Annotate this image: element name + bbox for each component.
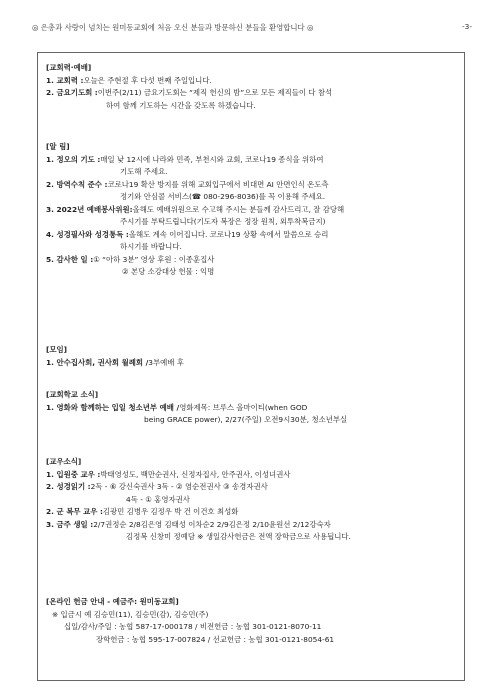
page-header [32,22,472,33]
meetings-section [46,344,184,369]
members-section [46,456,351,544]
list-item: 2. 성경읽기 : 2독 - ⑥ 강신숙권사 3독 - ② 염순전권사 ③ 송경자권사 [46,482,268,491]
school-title: [교회학교 소식] [46,390,99,399]
calendar-section [46,62,332,112]
calendar-title: [교회력·예배] [46,63,92,72]
list-item-continuation: ② 본당 소강대상 헌물 : 익명 [122,267,215,276]
notices-section [46,141,344,279]
page-number: -3- [461,22,472,31]
list-item: 2. 방역수칙 준수 : 코로나19 확산 방지를 위해 교회입구에서 비대면 AI 안면인식 온도측 [46,179,329,189]
list-item-continuation: 4독 - ① 홍영자권사 [126,494,190,504]
list-item-continuation: 김정복 신창미 정예담 ※ 생일감사헌금은 전액 장학금으로 사용됩니다. [126,532,351,541]
welcome-text: ◎ 은총과 사랑이 넘치는 원미동교회에 처음 오신 분들과 방문하신 분들을 환영합니다 ◎ [32,23,314,32]
list-item: 1. 영화와 함께하는 입일 청소년부 예배 / 영화제목: 브루스 올마이티(when GOD [46,402,308,412]
members-title: [교우소식] [46,457,82,466]
list-item: 3. 금주 생일 : 2/7권정순 2/8김은영 김태성 이차순2 2/9김은정 2/10윤원선 2/12강숙자 [46,519,331,529]
list-item: 2. 금요기도회 : 이번주(2/11) 금요기도회는 “제직 헌신의 밤”으로 모든 제직들이 다 참석 [46,88,333,97]
list-item: 4. 성경필사와 성경통독 : 올해도 계속 이어집니다. 코로나19 상황 속에서 말씀으로 승리 [46,229,329,239]
offering-title: [온라인 헌금 안내 - 예금주: 원미동교회] [46,597,179,606]
list-item: 1. 정오의 기도 : 매일 낮 12시에 나라와 민족, 부천시와 교회, 코로나19 종식을 위하여 [46,154,324,164]
school-section [46,389,347,427]
meetings-title: [모임] [46,345,68,354]
list-item: 1. 안수집사회, 권사회 월례회 / 3부예배 후 [46,357,184,367]
list-item-continuation: 정기와 안심콜 서비스(☎ 080-296-8036)를 꼭 이용해 주세요. [120,192,326,201]
list-item: 3. 2022년 예배봉사위원: 올해도 예배위원으로 수고해 주시는 분들께 감사드리고, 잘 감당해 [46,204,345,214]
list-item: 5. 감사한 일 : ① “아하 3분” 영상 후원 : 이종훈집사 [46,254,215,264]
offering-account-line: 장학헌금 : 농협 595-17-007824 / 선교헌금 : 농협 301-0121-8054-61 [96,634,335,644]
offering-account-line: 십일/감사/주일 : 농협 587-17-000178 / 비전헌금 : 농협 301-0121-8070-11 [64,622,322,631]
notices-title: [알 림] [46,142,70,151]
list-item-continuation: being GRACE power), 2/27(주일) 오전9시30분, 청소년부실 [144,415,348,424]
list-item-continuation: 하시기를 바랍니다. [120,242,182,251]
offering-section [46,596,334,646]
offering-note: ※ 입금시 예 김승민(11), 김승민(감), 김승민(주) [52,609,209,619]
list-item: 1. 교회력 : 오늘은 주현절 후 다섯 번째 주일입니다. [46,75,212,85]
list-item-continuation: 기도해 주세요. [120,167,168,176]
list-item: 2. 군 복무 교우 : 김광민 김병우 김정우 박 건 이건호 최성화 [46,507,239,516]
list-item-continuation: 주시기를 부탁드립니다(기도자 복장은 정장 원칙, 외투착복금지) [120,217,326,226]
list-item: 1. 입원중 교우 : 박태영성도, 백만순권사, 신정자집사, 안주권사, 이성녀권사 [46,469,291,479]
list-item-continuation: 하여 함께 기도하는 시간을 갖도록 하겠습니다. [106,100,256,110]
